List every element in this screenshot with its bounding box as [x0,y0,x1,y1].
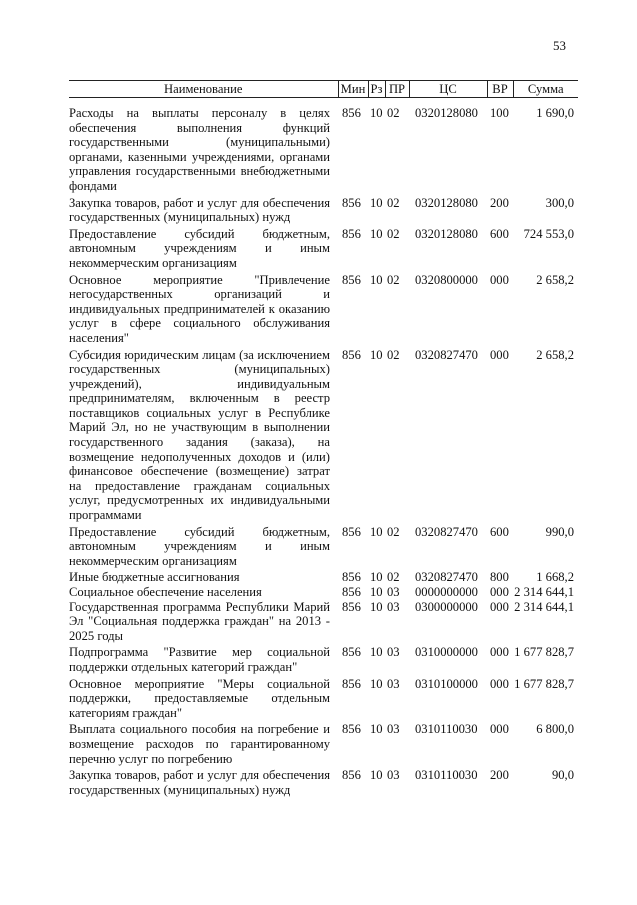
table-row [69,768,578,799]
table-row [69,600,578,646]
row-min: 856 [342,524,361,539]
row-min: 856 [342,676,361,691]
row-name: Государственная программа Республики Марий Эл "Социальная поддержка граждан" на 2013 - 2025 годы [69,599,330,643]
row-vr: 200 [490,768,509,783]
row-vr: 600 [490,226,509,241]
row-vr: 000 [490,585,509,599]
row-sum: 1 668,2 [536,570,574,585]
row-cs: 0320827470 [415,570,478,585]
row-pr: 02 [387,570,400,585]
table-row [69,585,578,600]
row-sum: 300,0 [545,195,574,210]
row-rz: 10 [370,347,383,362]
row-vr: 000 [490,347,509,362]
budget-table [69,80,578,799]
row-vr: 200 [490,195,509,210]
row-min: 856 [342,768,361,783]
row-pr: 03 [387,599,400,614]
table-row [69,722,578,768]
table-row [69,645,578,676]
table-row [69,98,578,107]
row-rz: 10 [370,195,383,210]
row-cs: 0310110030 [415,768,478,783]
row-name: Субсидия юридическим лицам (за исключением государственных (муниципальных) учреждений), индивидуальным предпринимателям, включенным в реестр поставщиков социальных услуг в Республике Марий Эл, но не участвующим в выполнении государственного задания (заказа), на возмещение недополученных доходов и (или) финансовое обеспечение (возмещение) затрат на предоставление гражданам социальных услуг, предусмотренных их индивидуальными программами [69,347,330,523]
page-number: 53 [553,38,566,53]
row-sum: 1 677 828,7 [514,645,574,660]
row-rz: 10 [370,524,383,539]
table-row [69,273,578,348]
row-vr: 000 [490,645,509,660]
row-rz: 10 [370,272,383,287]
table-row [69,525,578,571]
row-cs: 0320128080 [415,195,478,210]
row-cs: 0320827470 [415,524,478,539]
row-name: Подпрограмма "Развитие мер социальной поддержки отдельных категорий граждан" [69,645,330,674]
row-vr: 000 [490,722,509,737]
row-rz: 10 [370,599,383,614]
row-vr: 000 [490,599,509,614]
column-header-pr: ПР [385,81,409,98]
table-header-row [69,81,578,98]
row-cs: 0300000000 [415,599,478,614]
row-name: Основное мероприятие "Меры социальной поддержки, предоставляемые отдельным категориям граждан" [69,676,330,720]
row-min: 856 [342,106,361,120]
row-pr: 03 [387,585,400,599]
row-vr: 800 [490,570,509,585]
row-vr: 600 [490,524,509,539]
row-rz: 10 [370,768,383,783]
column-header-cs: ЦС [409,81,487,98]
row-pr: 02 [387,195,400,210]
row-sum: 2 658,2 [536,347,574,362]
row-vr: 000 [490,676,509,691]
row-name: Закупка товаров, работ и услуг для обеспечения государственных (муниципальных) нужд [69,768,330,797]
table-row [69,106,578,196]
row-sum: 2 314 644,1 [514,599,574,614]
column-header-min: Мин [338,81,368,98]
column-header-sum: Сумма [513,81,578,98]
row-vr: 000 [490,272,509,287]
row-cs: 0310000000 [415,645,478,660]
table-row [69,227,578,273]
row-cs: 0320128080 [415,106,478,120]
row-cs: 0320128080 [415,226,478,241]
row-name: Основное мероприятие "Привлечение негосударственных организаций и индивидуальных предпринимателей к оказанию услуг в сфере социального обслуживания населения" [69,272,330,345]
row-min: 856 [342,645,361,660]
table-row [69,570,578,585]
row-vr: 100 [490,106,509,120]
row-cs: 0000000000 [415,585,478,599]
row-min: 856 [342,195,361,210]
row-pr: 03 [387,645,400,660]
row-name: Предоставление субсидий бюджетным, автономным учреждениям и иным некоммерческим организациям [69,524,330,568]
row-pr: 03 [387,722,400,737]
table-row [69,196,578,227]
row-rz: 10 [370,585,383,599]
row-rz: 10 [370,722,383,737]
row-cs: 0310100000 [415,676,478,691]
row-pr: 03 [387,676,400,691]
row-min: 856 [342,585,361,599]
row-pr: 02 [387,524,400,539]
row-pr: 03 [387,768,400,783]
row-min: 856 [342,272,361,287]
row-min: 856 [342,570,361,585]
row-rz: 10 [370,106,383,120]
row-cs: 0310110030 [415,722,478,737]
row-name: Предоставление субсидий бюджетным, автономным учреждениям и иным некоммерческим организациям [69,226,330,270]
row-rz: 10 [370,645,383,660]
column-header-vr: ВР [487,81,513,98]
row-pr: 02 [387,347,400,362]
row-rz: 10 [370,570,383,585]
row-min: 856 [342,722,361,737]
row-name: Закупка товаров, работ и услуг для обеспечения государственных (муниципальных) нужд [69,195,330,225]
table-row [69,348,578,525]
table-row [69,677,578,723]
column-header-rz: Рз [368,81,385,98]
row-sum: 6 800,0 [536,722,574,737]
row-sum: 90,0 [551,768,574,783]
row-name: Выплата социального пособия на погребение и возмещение расходов по гарантированному перечню услуг по погребению [69,722,330,766]
row-pr: 02 [387,272,400,287]
row-pr: 02 [387,106,400,120]
row-sum: 1 677 828,7 [514,676,574,691]
row-sum: 990,0 [545,524,574,539]
column-header-name: Наименование [69,81,338,98]
row-rz: 10 [370,226,383,241]
row-min: 856 [342,599,361,614]
row-cs: 0320800000 [415,272,478,287]
row-rz: 10 [370,676,383,691]
row-cs: 0320827470 [415,347,478,362]
row-sum: 724 553,0 [523,226,574,241]
row-name: Социальное обеспечение населения [69,585,262,599]
row-name: Расходы на выплаты персоналу в целях обеспечения выполнения функций государственными (муниципальными) органами, казенными учреждениями, органами управления государственными внебюджетными фондами [69,106,330,193]
row-name: Иные бюджетные ассигнования [69,570,240,585]
row-sum: 1 690,0 [536,106,574,120]
row-pr: 02 [387,226,400,241]
row-min: 856 [342,347,361,362]
row-sum: 2 658,2 [536,272,574,287]
row-sum: 2 314 644,1 [514,585,574,599]
row-min: 856 [342,226,361,241]
